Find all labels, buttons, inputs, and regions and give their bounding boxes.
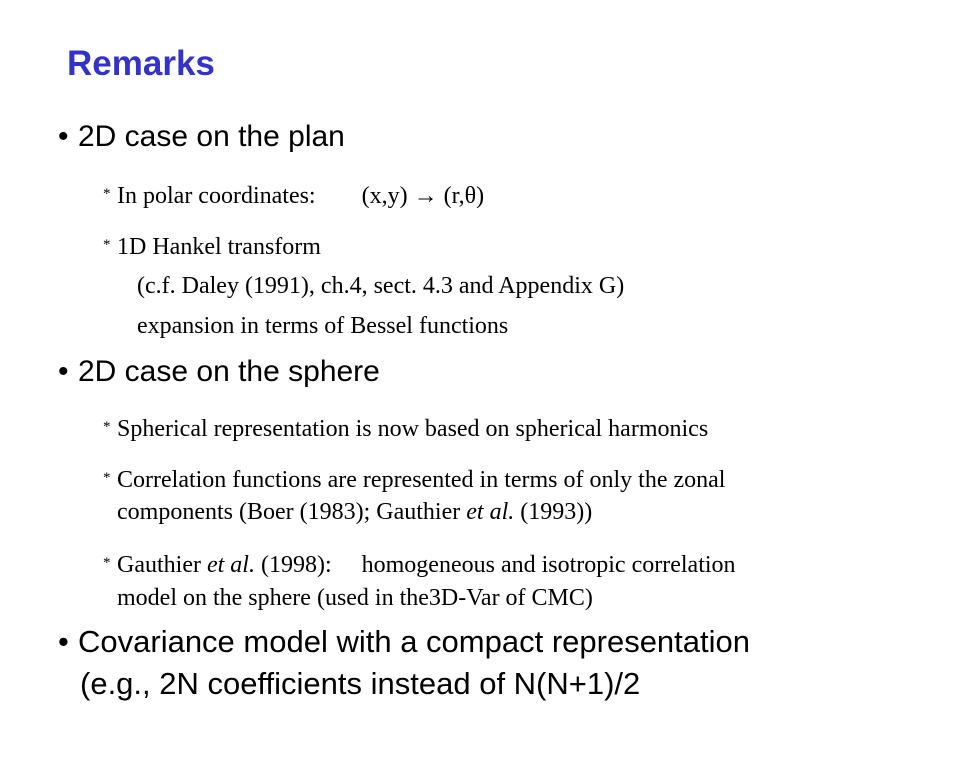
spherical-rep-text: Spherical representation is now based on spherical harmonics — [117, 416, 709, 442]
bullet-dot: • — [58, 355, 69, 388]
sub-polar — [103, 177, 484, 213]
gauthier-text-a: Gauthier — [117, 552, 207, 578]
sub-star: * — [103, 186, 111, 202]
corr-etal: et al. — [466, 499, 515, 525]
bullet-plan — [58, 116, 345, 158]
hankel-expansion: expansion in terms of Bessel functions — [137, 313, 509, 339]
sub-star: * — [103, 555, 111, 571]
hankel-ref: (c.f. Daley (1991), ch.4, sect. 4.3 and Appendix G) — [137, 273, 625, 299]
gauthier-line2: model on the sphere (used in the3D-Var of CMC) — [117, 585, 593, 611]
gauthier-etal: et al. — [206, 552, 255, 578]
hankel-title: 1D Hankel transform — [117, 234, 321, 260]
gauthier-text-b: (1998): — [254, 552, 332, 578]
corr-text-a: components (Boer (1983); Gauthier — [117, 499, 467, 525]
sub-correlation — [103, 461, 725, 497]
bullet-dot: • — [58, 624, 69, 659]
polar-mapping: (x,y) → (r,θ) — [361, 183, 485, 209]
sub-star: * — [103, 419, 111, 435]
sub-star: * — [103, 237, 111, 253]
sub-gauthier — [103, 546, 736, 582]
bullet-sphere-text: 2D case on the sphere — [78, 355, 380, 388]
covariance-line2: (e.g., 2N coefficients instead of N(N+1)/2 — [80, 666, 641, 701]
sub-star: * — [103, 470, 111, 486]
correlation-line2 — [117, 495, 592, 529]
corr-text-b: (1993)) — [514, 499, 593, 525]
covariance-line1: Covariance model with a compact representation — [78, 624, 751, 659]
bullet-dot: • — [58, 120, 69, 153]
bullet-sphere — [58, 351, 380, 393]
sub-hankel — [103, 228, 321, 264]
gauthier-text-c: homogeneous and isotropic correlation — [361, 552, 736, 578]
bullet-covariance — [58, 621, 750, 663]
bullet-plan-text: 2D case on the plan — [78, 120, 345, 153]
slide-title: Remarks — [67, 44, 215, 83]
correlation-line1: Correlation functions are represented in terms of only the zonal — [117, 467, 726, 493]
sub-spherical-rep — [103, 410, 708, 446]
polar-label: In polar coordinates: — [117, 183, 316, 209]
